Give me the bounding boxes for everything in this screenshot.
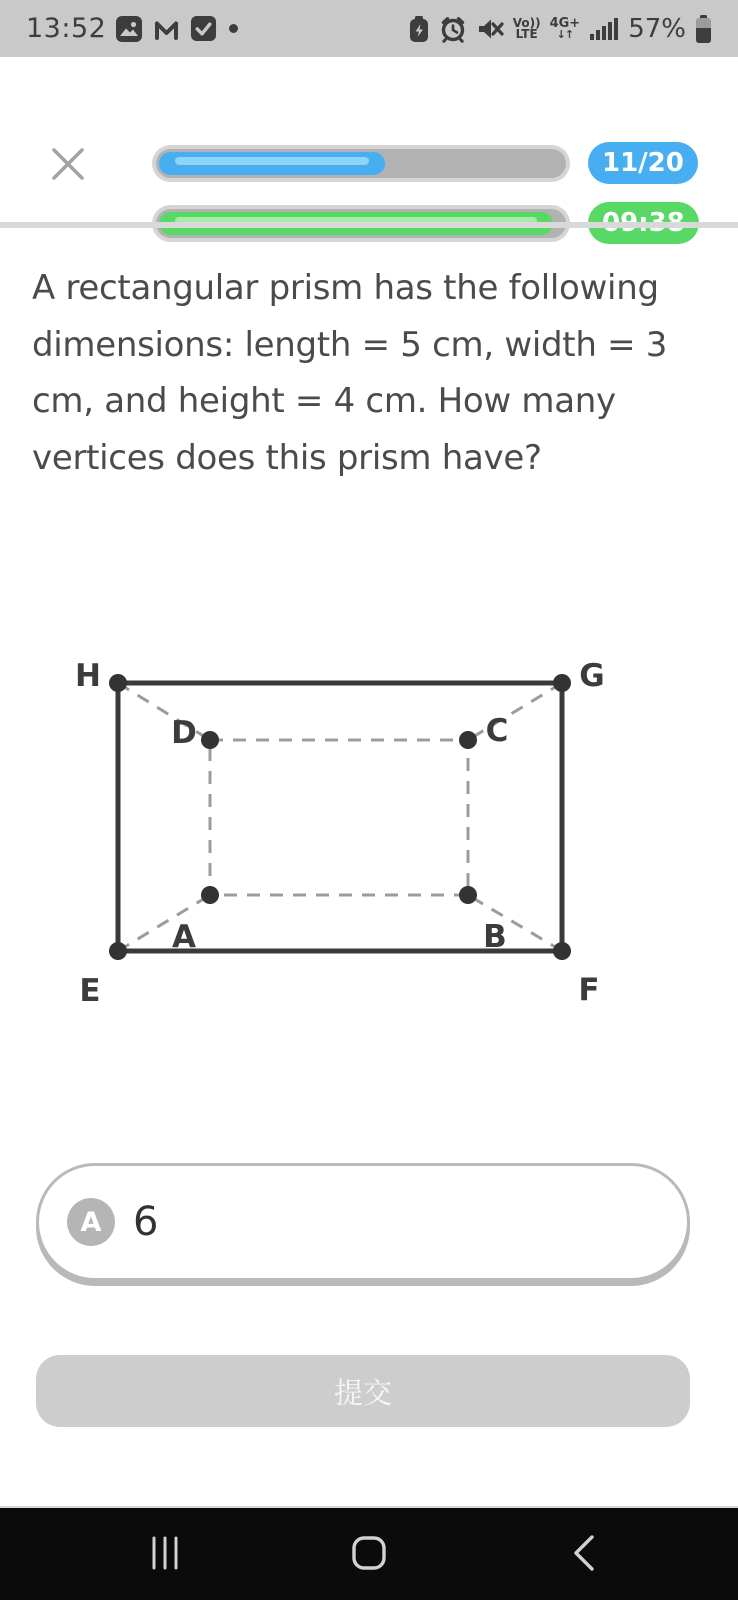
status-bar-right	[408, 14, 712, 44]
status-time: 13:52	[26, 13, 107, 44]
mute-icon	[476, 15, 504, 43]
question-count-badge: 11/20	[588, 142, 698, 184]
vertex-label-h: H	[75, 658, 101, 694]
back-button[interactable]	[562, 1508, 606, 1600]
gmail-notification-icon	[152, 15, 181, 43]
recents-button[interactable]	[140, 1508, 190, 1600]
vertex-label-f: F	[578, 972, 600, 1008]
question-progress-row	[152, 142, 712, 184]
back-icon	[571, 1534, 597, 1572]
volte-bottom-text: LTE	[515, 26, 538, 41]
status-bar-left	[26, 13, 238, 44]
status-bar	[0, 0, 738, 57]
progress-shine	[175, 157, 369, 165]
signal-strength-icon	[589, 15, 619, 43]
battery-icon	[695, 14, 712, 44]
vertex-label-g: G	[579, 658, 605, 694]
battery-percent: 57%	[628, 13, 686, 44]
vertex-label-d: D	[171, 715, 197, 751]
gallery-notification-icon	[115, 15, 143, 43]
prism-diagram	[0, 640, 738, 1020]
question-progress-track	[156, 149, 566, 178]
prism-back-face	[210, 740, 468, 895]
home-button[interactable]	[344, 1508, 394, 1600]
submit-button[interactable]: 提交	[36, 1355, 690, 1427]
task-check-notification-icon	[190, 15, 217, 42]
vertex-label-e: E	[79, 973, 101, 1009]
volte-icon	[512, 15, 541, 41]
network-4g-icon	[549, 15, 581, 41]
answer-option-a[interactable]	[36, 1163, 690, 1281]
question-progress-fill	[159, 152, 385, 175]
recents-icon	[145, 1536, 185, 1570]
network-type-text: 4G+	[549, 15, 581, 31]
alarm-icon	[439, 15, 467, 43]
network-arrows: ↓↑	[556, 27, 574, 41]
volte-top-text: Vo))	[512, 15, 541, 30]
option-value: 6	[133, 1199, 159, 1245]
vertex-label-a: A	[172, 919, 196, 955]
android-navbar	[0, 1508, 738, 1600]
battery-saver-icon	[408, 15, 430, 43]
vertex-label-b: B	[483, 919, 507, 955]
option-letter-badge: A	[67, 1198, 115, 1246]
home-icon	[351, 1535, 387, 1571]
question-progress-bar	[152, 145, 570, 182]
close-icon	[48, 144, 88, 184]
header-divider	[0, 222, 738, 228]
more-notifications-dot-icon	[229, 24, 238, 33]
question-text: A rectangular prism has the following dimensions: length = 5 cm, width = 3 cm, and height = 4 cm. How many vertices does this prism have?	[32, 268, 668, 478]
close-button[interactable]	[48, 144, 88, 184]
quiz-header	[0, 57, 738, 222]
vertex-label-c: C	[485, 713, 509, 749]
